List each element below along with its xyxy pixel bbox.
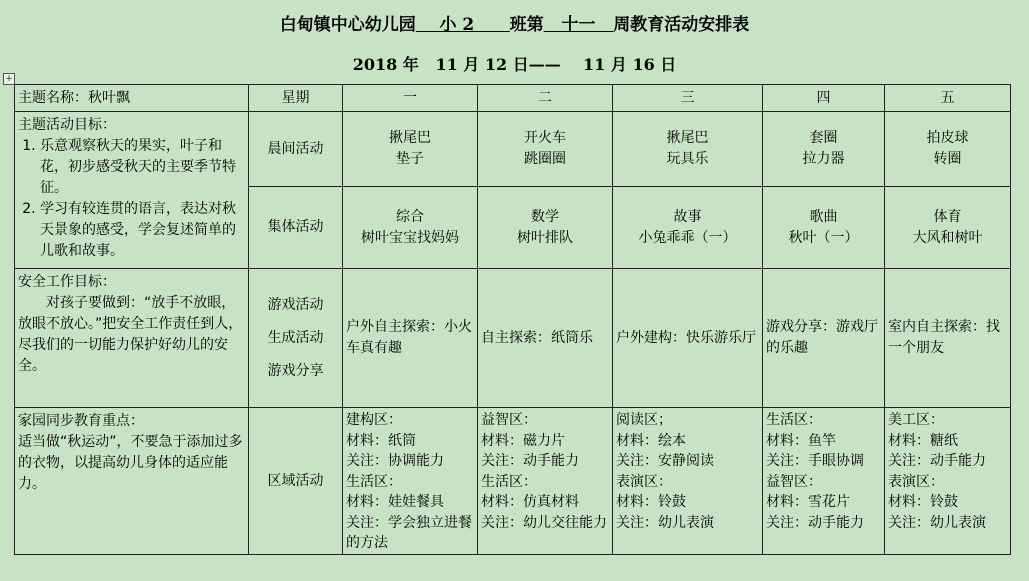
play-wed: 户外建构：快乐游乐厅 xyxy=(613,269,763,408)
morning-tue: 开火车 跳圈圈 xyxy=(478,112,613,187)
title-class-suffix: 班第 xyxy=(509,15,544,35)
day-header-thu: 四 xyxy=(763,85,885,112)
morning-row xyxy=(15,112,1011,187)
play-thu: 游戏分享：游戏厅的乐趣 xyxy=(763,269,885,408)
home-education-cell xyxy=(15,408,249,555)
home-title: 家园同步教育重点： xyxy=(18,413,144,429)
area-tue: 益智区： 材料：磁力片 关注：动手能力 生活区： 材料：仿真材料 关注：幼儿交往能力 xyxy=(478,408,613,555)
play-labels: 游戏活动 生成活动 游戏分享 xyxy=(249,269,343,408)
safety-text: 对孩子要做到：“放手不放眼，放眼不放心。”把安全工作责任到人，尽我们的一切能力保护好幼儿的安全。 xyxy=(18,295,243,374)
goal-title: 主题活动目标： xyxy=(18,117,116,133)
day-header-tue: 二 xyxy=(478,85,613,112)
goal-item: 2. 学习有较连贯的语言，表达对秋天景象的感受，学会复述简单的儿歌和故事。 xyxy=(40,199,245,262)
morning-fri: 拍皮球 转圈 xyxy=(885,112,1011,187)
title-school: 白甸镇中心幼儿园 xyxy=(279,15,416,35)
area-label: 区域活动 xyxy=(249,408,343,555)
group-thu: 歌曲 秋叶（一） xyxy=(763,187,885,269)
area-thu: 生活区： 材料：鱼竿 关注：手眼协调 益智区： 材料：雪花片 关注：动手能力 xyxy=(763,408,885,555)
group-label: 集体活动 xyxy=(249,187,343,269)
date-range: 2018 年 11 月 12 日—— 11 月 16 日 xyxy=(352,55,677,74)
theme-name: 主题名称：秋叶飘 xyxy=(15,85,249,112)
group-mon: 综合 树叶宝宝找妈妈 xyxy=(343,187,478,269)
goal-list xyxy=(18,136,245,262)
group-fri: 体育 大风和树叶 xyxy=(885,187,1011,269)
title-week-blank: 十一 xyxy=(561,15,596,35)
morning-wed: 揪尾巴 玩具乐 xyxy=(613,112,763,187)
area-mon: 建构区： 材料：纸筒 关注：协调能力 生活区： 材料：娃娃餐具 关注：学会独立进餐的方法 xyxy=(343,408,478,555)
schedule-table xyxy=(14,84,1011,555)
area-fri: 美工区： 材料：糖纸 关注：动手能力 表演区： 材料：铃鼓 关注：幼儿表演 xyxy=(885,408,1011,555)
weekday-header: 星期 xyxy=(249,85,343,112)
play-tue: 自主探索：纸筒乐 xyxy=(478,269,613,408)
title-week-suffix: 周教育活动安排表 xyxy=(613,15,750,35)
play-mon: 户外自主探索：小火车真有趣 xyxy=(343,269,478,408)
safety-title: 安全工作目标： xyxy=(18,274,116,290)
morning-label: 晨间活动 xyxy=(249,112,343,187)
table-move-handle[interactable]: + xyxy=(3,73,15,85)
play-row xyxy=(15,269,1011,408)
area-wed: 阅读区； 材料：绘本 关注：安静阅读 表演区： 材料：铃鼓 关注：幼儿表演 xyxy=(613,408,763,555)
morning-mon: 揪尾巴 垫子 xyxy=(343,112,478,187)
safety-goals-cell xyxy=(15,269,249,408)
morning-thu: 套圈 拉力器 xyxy=(763,112,885,187)
day-header-fri: 五 xyxy=(885,85,1011,112)
goal-item: 1. 乐意观察秋天的果实，叶子和花，初步感受秋天的主要季节特征。 xyxy=(40,136,245,199)
header-row xyxy=(15,85,1011,112)
home-text: 适当做“秋运动”，不要急于添加过多的衣物，以提高幼儿身体的适应能力。 xyxy=(18,434,243,492)
play-fri: 室内自主探索：找一个朋友 xyxy=(885,269,1011,408)
document-title xyxy=(0,10,1029,35)
day-header-wed: 三 xyxy=(613,85,763,112)
title-class-blank: 小 2 xyxy=(439,15,475,35)
day-header-mon: 一 xyxy=(343,85,478,112)
area-row xyxy=(15,408,1011,555)
group-tue: 数学 树叶排队 xyxy=(478,187,613,269)
theme-goals-cell xyxy=(15,112,249,269)
group-wed: 故事 小兔乖乖（一） xyxy=(613,187,763,269)
